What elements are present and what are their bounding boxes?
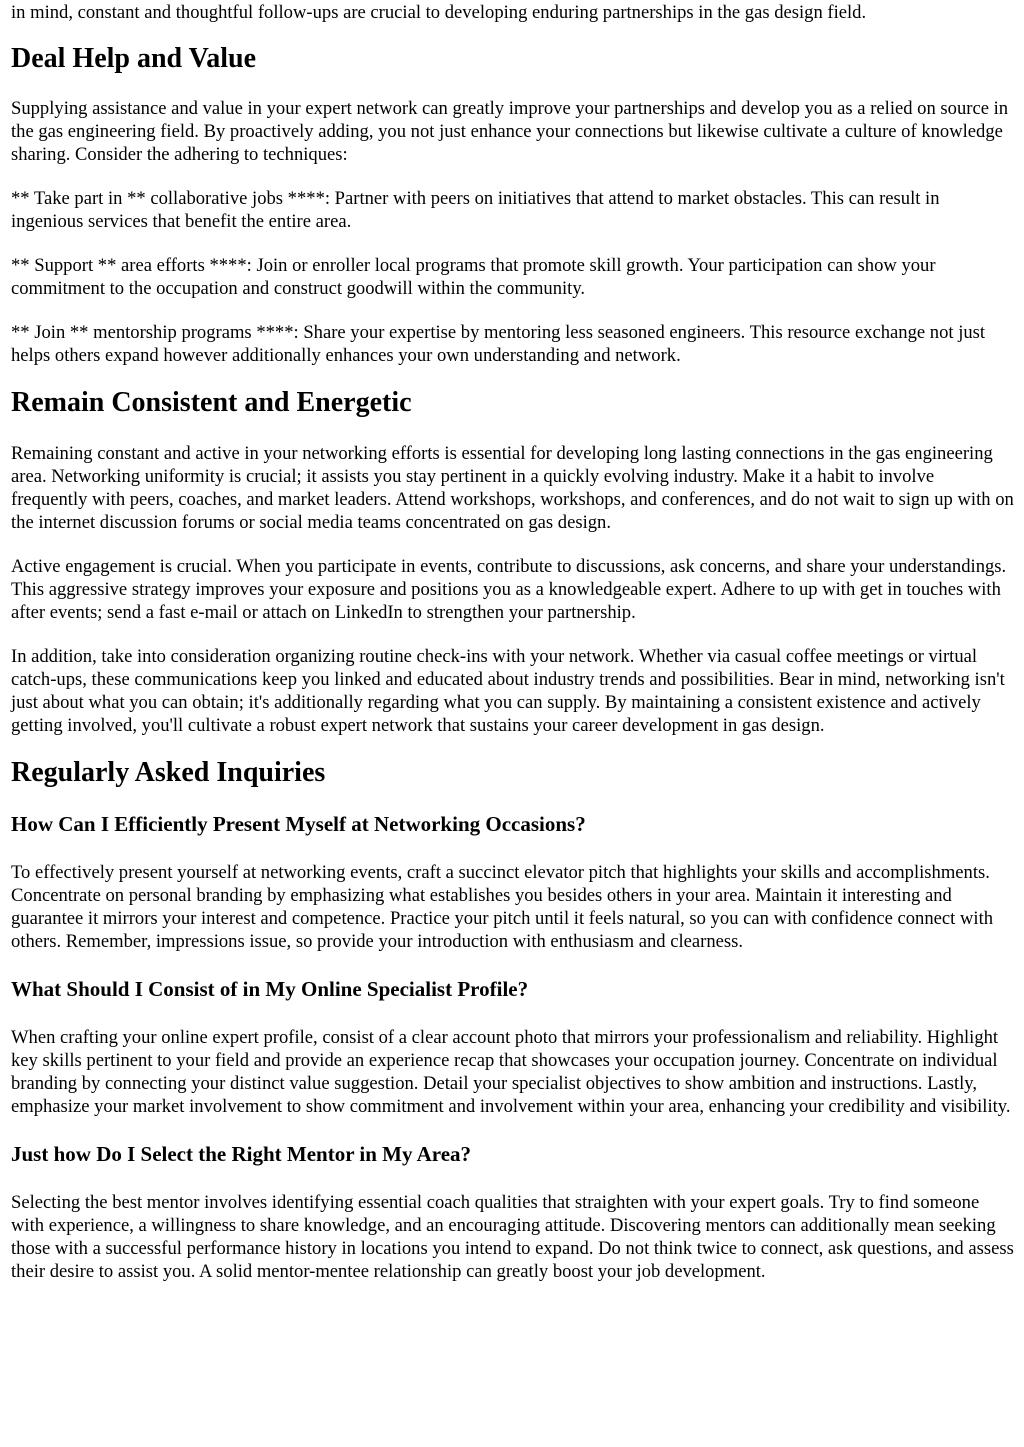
deal-paragraph-collaborative: ** Take part in ** collaborative jobs ****: Partner with peers on initiatives that attend to market obstacles. This can result in ingenious services that benefit the entire area. bbox=[11, 188, 940, 232]
faq-answer-online-profile: When crafting your online expert profile, consist of a clear account photo that mirrors your professionalism and reliability. Highlight key skills pertinent to your field and provide an experience recap that showcases your occupation journey. Concentrate on individual branding by connecting your distinct value suggestion. Detail your specialist objectives to show ambition and instructions. Lastly, emphasize your market involvement to show commitment and involvement within your area, enhancing your credibility and visibility. bbox=[11, 1027, 1011, 1117]
section-heading-faq: Regularly Asked Inquiries bbox=[11, 757, 326, 788]
remain-paragraph-1: Remaining constant and active in your networking efforts is essential for developing long lasting connections in the gas engineering area. Networking uniformity is crucial; it assists you stay pertinent in a quickly evolving industry. Make it a habit to involve frequently with peers, coaches, and market leaders. Attend workshops, workshops, and conferences, and do not wait to sign up with on the internet discussion forums or social media teams concentrated on gas design. bbox=[11, 443, 1014, 533]
faq-answer-select-mentor: Selecting the best mentor involves identifying essential coach qualities that straighten with your expert goals. Try to find someone with experience, a willingness to share knowledge, and an encouraging attitude. Discovering mentors can additionally mean seeking those with a successful performance history in locations you intend to expand. Do not think twice to connect, ask questions, and assess their desire to assist you. A solid mentor-mentee relationship can greatly boost your job development. bbox=[11, 1192, 1014, 1282]
section-remain-consistent bbox=[11, 386, 1014, 737]
remain-paragraph-2: Active engagement is crucial. When you participate in events, contribute to discussions, ask concerns, and share your understandings. This aggressive strategy improves your exposure and positions you as a knowledgeable expert. Adhere to up with get in touches with after events; send a fast e-mail or attach on LinkedIn to strengthen your partnership. bbox=[11, 556, 1007, 623]
article-page bbox=[0, 1, 1024, 1447]
section-heading-remain-consistent: Remain Consistent and Energetic bbox=[11, 387, 412, 418]
faq-question-online-profile: What Should I Consist of in My Online Specialist Profile? bbox=[11, 977, 529, 1001]
deal-paragraph-support: ** Support ** area efforts ****: Join or enroller local programs that promote skill growth. Your participation can show your commitment to the occupation and construct goodwill within the community. bbox=[11, 255, 936, 299]
section-heading-deal-help: Deal Help and Value bbox=[11, 43, 257, 74]
deal-paragraph-intro: Supplying assistance and value in your expert network can greatly improve your partnerships and develop you as a relied on source in the gas engineering field. By proactively adding, you not just enhance your connections but likewise cultivate a culture of knowledge sharing. Consider the adhering to techniques: bbox=[11, 98, 1009, 165]
intro-paragraph-tail: in mind, constant and thoughtful follow-ups are crucial to developing enduring partnerships in the gas design field. bbox=[11, 2, 867, 23]
remain-paragraph-3: In addition, take into consideration organizing routine check-ins with your network. Whether via casual coffee meetings or virtual catch-ups, these communications keep you linked and educated about industry trends and possibilities. Bear in mind, networking isn't just about what you can obtain; it's additionally regarding what you can supply. By maintaining a consistent existence and actively getting involved, you'll cultivate a robust expert network that sustains your career development in gas design. bbox=[11, 646, 1005, 736]
faq-question-select-mentor: Just how Do I Select the Right Mentor in My Area? bbox=[11, 1142, 472, 1166]
section-deal-help bbox=[11, 42, 1014, 367]
deal-paragraph-mentorship: ** Join ** mentorship programs ****: Share your expertise by mentoring less seasoned engineers. This resource exchange not just helps others expand however additionally enhances your own understanding and network. bbox=[11, 322, 986, 366]
section-faq bbox=[11, 756, 1014, 1283]
faq-answer-present-yourself: To effectively present yourself at networking events, craft a succinct elevator pitch that highlights your skills and accomplishments. Concentrate on personal branding by emphasizing what establishes you besides others in your area. Maintain it interesting and guarantee it mirrors your interest and competence. Practice your pitch until it feels natural, so you can with confidence connect with others. Remember, impressions issue, so provide your introduction with enthusiasm and clearness. bbox=[11, 862, 994, 952]
faq-question-present-yourself: How Can I Efficiently Present Myself at Networking Occasions? bbox=[11, 812, 586, 836]
